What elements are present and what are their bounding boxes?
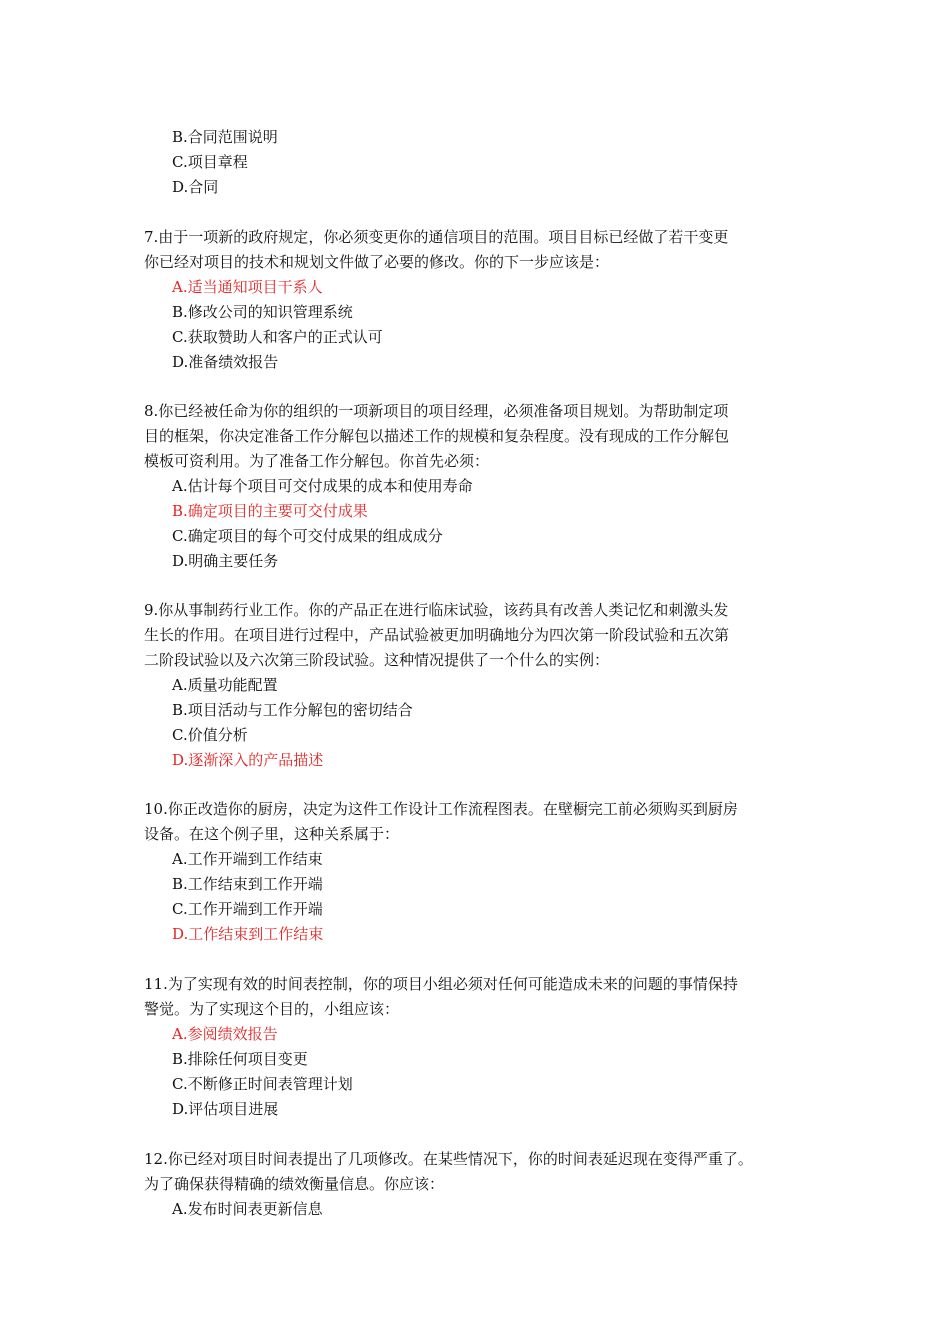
q9-option-a: A.质量功能配置 [172, 676, 278, 694]
q10-option-c: C.工作开端到工作开端 [172, 900, 323, 918]
q11-stem-line-2: 警觉。为了实现这个目的，小组应该： [144, 1000, 400, 1018]
prev-question-option-b: B.合同范围说明 [172, 128, 278, 146]
q11-option-b: B.排除任何项目变更 [172, 1050, 308, 1068]
q9-stem-line-3: 二阶段试验以及六次第三阶段试验。这种情况提供了一个什么的实例： [144, 651, 610, 669]
q9-stem-line-1: 9.你从事制药行业工作。你的产品正在进行临床试验，该药具有改善人类记忆和刺激头发 [144, 601, 729, 619]
q8-stem-line-1: 8.你已经被任命为你的组织的一项新项目的项目经理，必须准备项目规划。为帮助制定项 [144, 402, 729, 420]
q8-option-d: D.明确主要任务 [172, 552, 279, 570]
q10-option-b: B.工作结束到工作开端 [172, 875, 323, 893]
prev-question-option-c: C.项目章程 [172, 153, 248, 171]
q7-option-d: D.准备绩效报告 [172, 353, 279, 371]
q7-stem-line-2: 你已经对项目的技术和规划文件做了必要的修改。你的下一步应该是： [144, 253, 610, 271]
q11-option-c: C.不断修正时间表管理计划 [172, 1075, 353, 1093]
q9-option-c: C.价值分析 [172, 726, 248, 744]
q11-option-d: D.评估项目进展 [172, 1100, 279, 1118]
q8-stem-line-3: 模板可资利用。为了准备工作分解包。你首先必须： [144, 452, 490, 470]
q9-option-d-answer: D.逐渐深入的产品描述 [172, 751, 324, 769]
q11-stem-line-1: 11.为了实现有效的时间表控制，你的项目小组必须对任何可能造成未来的问题的事情保持 [144, 975, 738, 993]
q7-option-b: B.修改公司的知识管理系统 [172, 303, 353, 321]
q7-stem-line-1: 7.由于一项新的政府规定，你必须变更你的通信项目的范围。项目目标已经做了若干变更 [144, 228, 729, 246]
q10-option-d-answer: D.工作结束到工作结束 [172, 925, 324, 943]
q10-option-a: A.工作开端到工作结束 [172, 850, 323, 868]
q8-option-b-answer: B.确定项目的主要可交付成果 [172, 502, 368, 520]
q12-stem-line-1: 12.你已经对项目时间表提出了几项修改。在某些情况下，你的时间表延迟现在变得严重了。 [144, 1150, 753, 1168]
q10-stem-line-2: 设备。在这个例子里，这种关系属于： [144, 825, 400, 843]
q10-stem-line-1: 10.你正改造你的厨房，决定为这件工作设计工作流程图表。在壁橱完工前必须购买到厨房 [144, 800, 738, 818]
prev-question-option-d: D.合同 [172, 178, 219, 196]
q9-stem-line-2: 生长的作用。在项目进行过程中，产品试验被更加明确地分为四次第一阶段试验和五次第 [144, 626, 730, 644]
q12-option-a: A.发布时间表更新信息 [172, 1200, 323, 1218]
q11-option-a-answer: A.参阅绩效报告 [172, 1025, 278, 1043]
q12-stem-line-2: 为了确保获得精确的绩效衡量信息。你应该： [144, 1175, 445, 1193]
q9-option-b: B.项目活动与工作分解包的密切结合 [172, 701, 413, 719]
q7-option-a-answer: A.适当通知项目干系人 [172, 278, 323, 296]
q8-stem-line-2: 目的框架，你决定准备工作分解包以描述工作的规模和复杂程度。没有现成的工作分解包 [144, 427, 730, 445]
q8-option-a: A.估计每个项目可交付成果的成本和使用寿命 [172, 477, 473, 495]
q8-option-c: C.确定项目的每个可交付成果的组成成分 [172, 527, 443, 545]
q7-option-c: C.获取赞助人和客户的正式认可 [172, 328, 383, 346]
